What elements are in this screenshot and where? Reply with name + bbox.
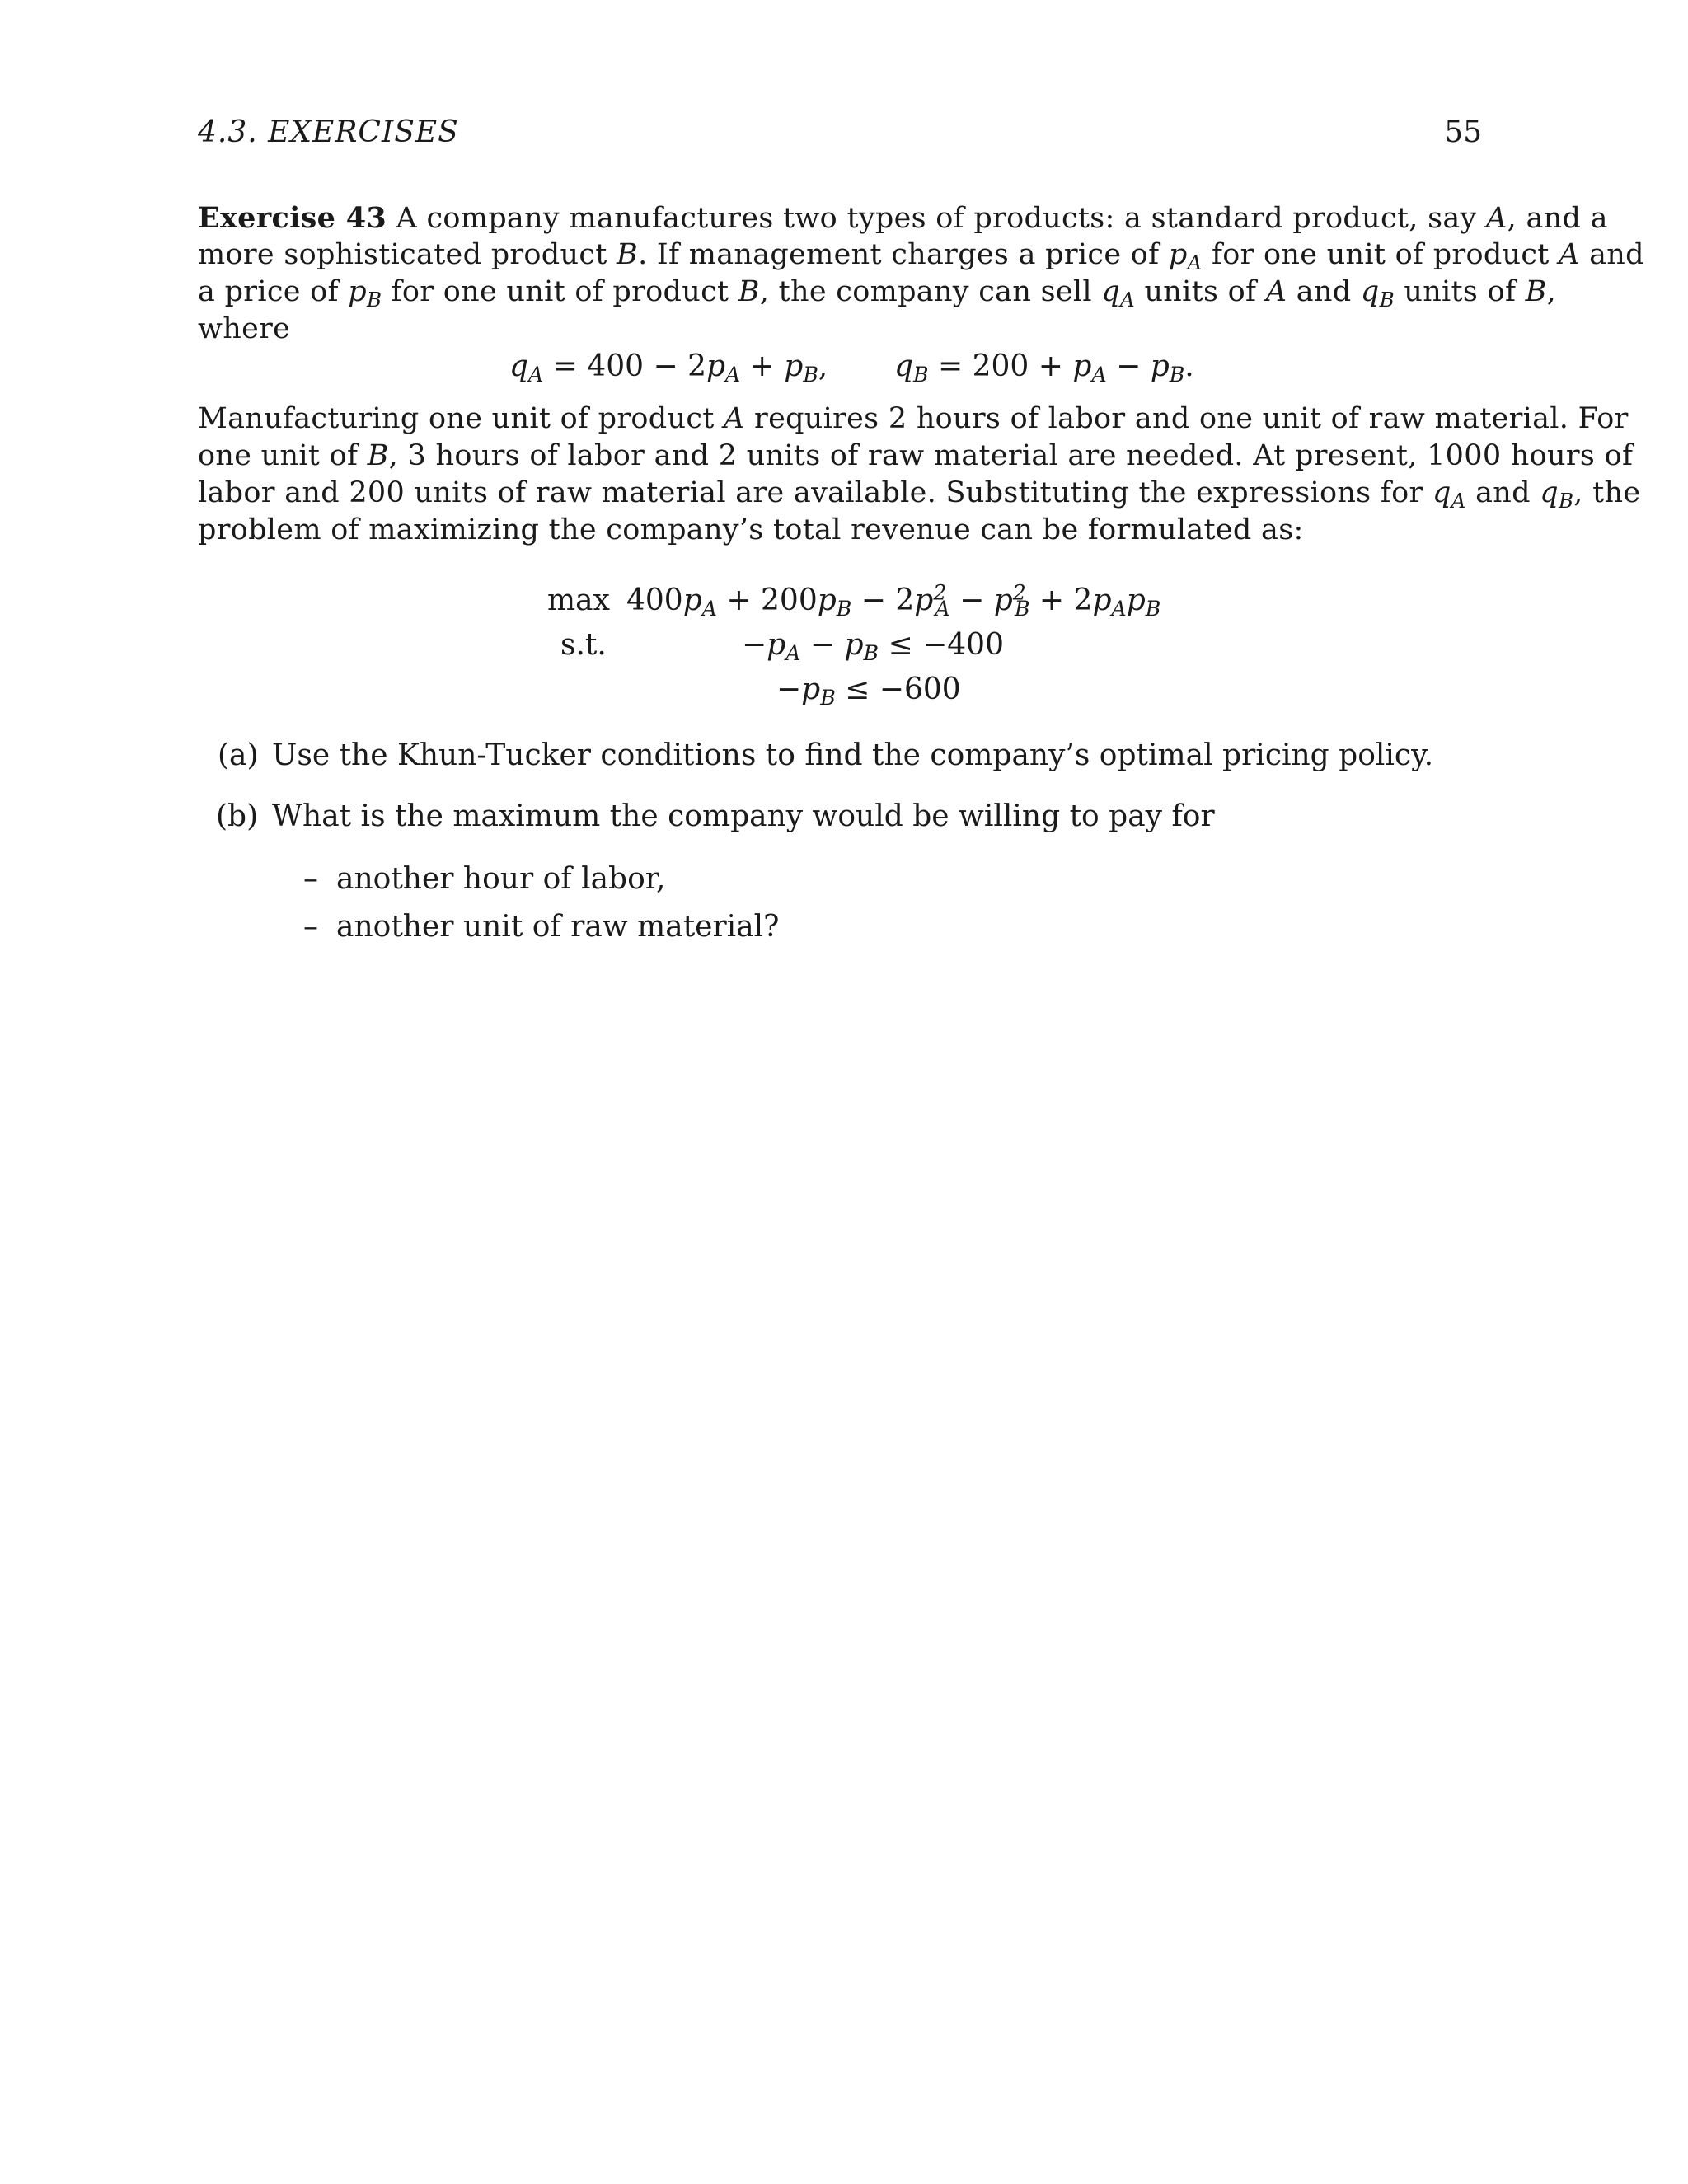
part-a-label: (a) bbox=[218, 738, 259, 772]
subitem-2-text: another unit of raw material? bbox=[336, 910, 780, 944]
exercise-body-paragraph bbox=[198, 401, 1641, 549]
part-b-label: (b) bbox=[216, 799, 259, 833]
subitem-2-bullet: – bbox=[303, 910, 318, 944]
body-line-2: one unit of B, 3 hours of labor and 2 units of raw material are needed. At present, 1000 hours of bbox=[198, 439, 1634, 472]
intro-line-2: more sophisticated product B. If management charges a price of $p_A$ for one unit of product A and bbox=[198, 238, 1644, 274]
subitem-1-bullet: – bbox=[303, 862, 318, 896]
program-st-label: s.t. bbox=[560, 628, 607, 662]
demand-equation-a: $q_A = 400 - 2p_A + p_B$, bbox=[509, 349, 828, 387]
part-a-text: Use the Khun-Tucker conditions to find the company’s optimal pricing policy. bbox=[272, 738, 1434, 772]
body-line-1: Manufacturing one unit of product A requires 2 hours of labor and one unit of raw material. For bbox=[198, 402, 1629, 435]
program-constraint-1: $-p_A - p_B \le -400$ bbox=[742, 628, 1004, 666]
subitem-1-text: another hour of labor, bbox=[336, 862, 666, 896]
exercise-intro-paragraph bbox=[198, 199, 1644, 348]
body-line-3: labor and 200 units of raw material are available. Substituting the expressions for $q_A$ and $q_B$, the bbox=[198, 476, 1641, 513]
program-objective: $400p_A + 200p_B - 2p^2_A - p^2_B + 2p_Ap_B$ bbox=[626, 580, 1161, 621]
page-number: 55 bbox=[1444, 115, 1482, 149]
program-constraint-2: $-p_B \le -600$ bbox=[776, 673, 961, 710]
program-max-label: max bbox=[547, 583, 610, 617]
body-line-4: problem of maximizing the company’s total revenue can be formulated as: bbox=[198, 513, 1304, 546]
exercise-label: Exercise 43 bbox=[198, 201, 387, 235]
running-header-section: 4.3. EXERCISES bbox=[198, 115, 459, 149]
intro-line-3: a price of $p_B$ for one unit of product B, the company can sell $q_A$ units of A and $q_B$ units of B, bbox=[198, 275, 1557, 312]
part-b-text: What is the maximum the company would be willing to pay for bbox=[272, 799, 1215, 833]
intro-line-1: Exercise 43 A company manufactures two types of products: a standard product, say A, and a bbox=[198, 201, 1608, 235]
intro-line-4: where bbox=[198, 312, 291, 345]
demand-equation-b: $q_B = 200 + p_A - p_B$. bbox=[894, 349, 1194, 387]
